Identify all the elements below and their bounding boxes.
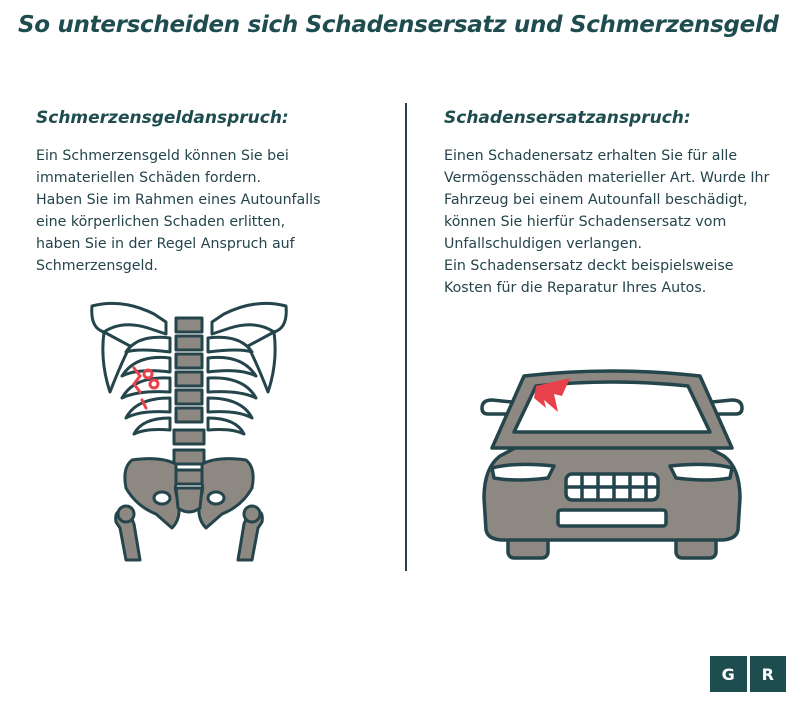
left-heading: Schmerzensgeldanspruch: bbox=[36, 108, 289, 128]
brand-logo bbox=[710, 656, 786, 692]
right-text-line: Ein Schadensersatz deckt beispielsweise bbox=[444, 258, 734, 274]
right-text-line: Vermögensschäden materieller Art. Wurde Ihr bbox=[444, 170, 770, 186]
right-text bbox=[444, 145, 769, 299]
right-text-line: Kosten für die Reparatur Ihres Autos. bbox=[444, 280, 707, 296]
left-text-line: Haben Sie im Rahmen eines Autounfalls bbox=[36, 192, 321, 208]
logo-letter-r: R bbox=[750, 656, 787, 692]
page-title: So unterscheiden sich Schadensersatz und Schmerzensgeld bbox=[18, 12, 779, 38]
right-text-line: Fahrzeug bei einem Autounfall beschädigt, bbox=[444, 192, 748, 208]
left-text-line: eine körperlichen Schaden erlitten, bbox=[36, 214, 286, 230]
left-text-line: haben Sie in der Regel Anspruch auf bbox=[36, 236, 295, 252]
right-heading: Schadensersatzanspruch: bbox=[444, 108, 691, 128]
left-text-line: Ein Schmerzensgeld können Sie bei bbox=[36, 148, 289, 164]
car-icon bbox=[474, 368, 750, 564]
right-text-line: Unfallschuldigen verlangen. bbox=[444, 236, 643, 252]
left-text bbox=[36, 145, 321, 277]
right-text-line: können Sie hierfür Schadensersatz vom bbox=[444, 214, 727, 230]
column-divider bbox=[405, 103, 407, 571]
left-text-line: immateriellen Schäden fordern. bbox=[36, 170, 261, 186]
right-text-line: Einen Schadenersatz erhalten Sie für alle bbox=[444, 148, 738, 164]
skeleton-icon bbox=[82, 292, 296, 564]
logo-letter-g: G bbox=[710, 656, 747, 692]
left-text-line: Schmerzensgeld. bbox=[36, 258, 158, 274]
